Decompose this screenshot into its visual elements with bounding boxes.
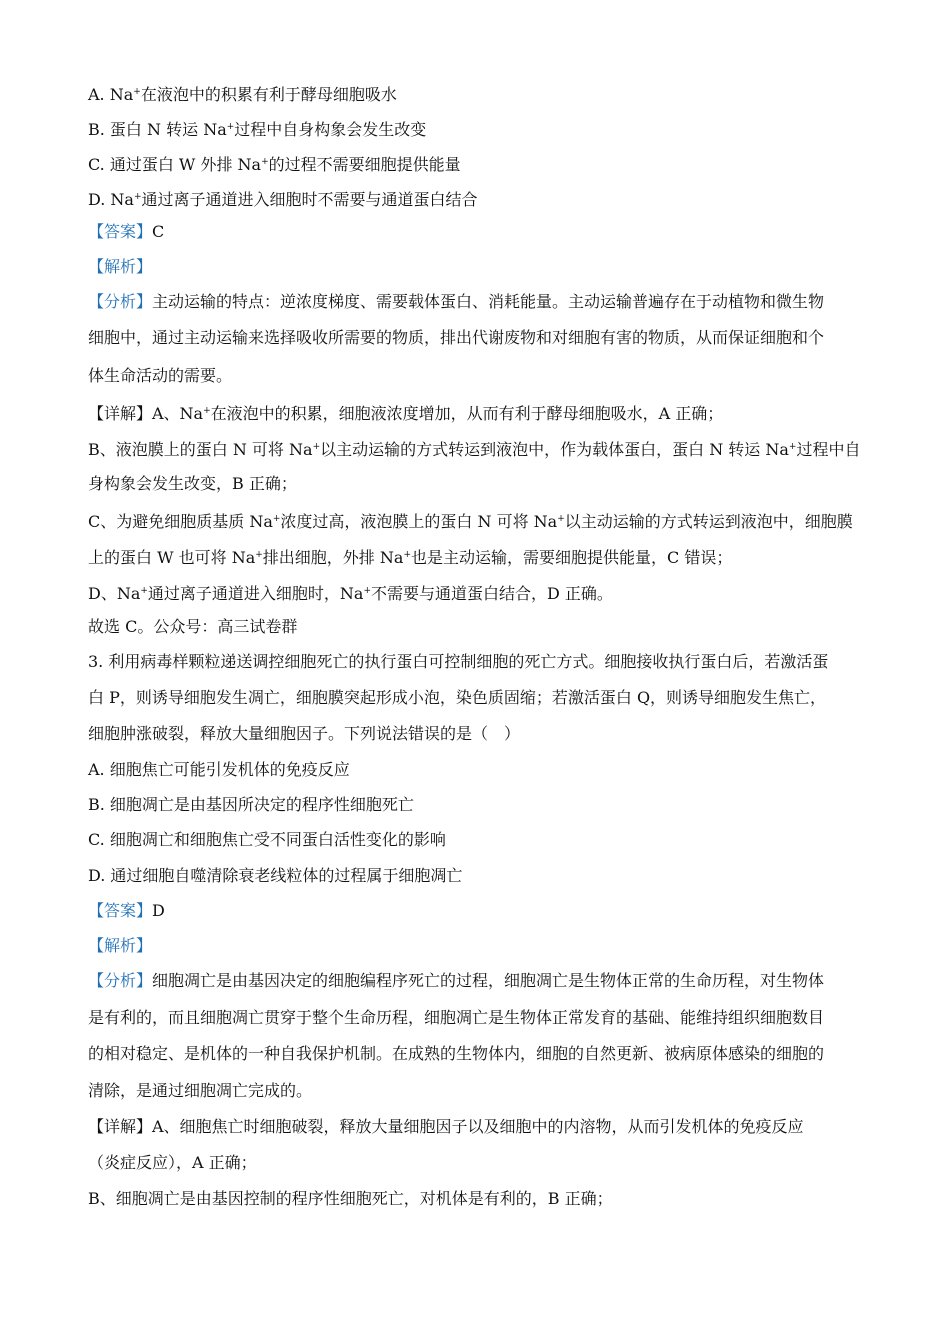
line-text: 通过离子通道进入细胞时不需要与通道蛋白结合	[141, 190, 478, 209]
line-text: 以主动运输的方式转运到液泡中，细胞膜	[564, 512, 853, 531]
text-line	[88, 652, 870, 672]
superscript-charge: +	[272, 514, 281, 524]
text-line	[88, 1081, 870, 1101]
superscript-charge: +	[557, 514, 565, 524]
text-line	[88, 509, 870, 532]
line-text: 白 P，则诱导细胞发生凋亡，细胞膜突起形成小泡，染色质固缩；若激活蛋白 Q，则诱导细胞发生焦亡，	[88, 688, 827, 707]
line-text: B、液泡膜上的蛋白 N 可将 Na	[88, 440, 313, 459]
line-text: 过程中自	[796, 440, 861, 459]
line-text: 细胞凋亡是由基因决定的细胞编程序死亡的过程，细胞凋亡是生物体正常的生命历程，对生物体	[152, 971, 825, 990]
line-text: D. 通过细胞自噬清除衰老线粒体的过程属于细胞凋亡	[88, 866, 463, 885]
line-text: 【详解】A、细胞焦亡时细胞破裂，释放大量细胞因子以及细胞中的内溶物，从而引发机体的免疫反应	[88, 1117, 804, 1136]
superscript-charge: +	[226, 122, 235, 132]
section-tag: 【答案】	[88, 222, 153, 241]
text-line	[88, 152, 870, 175]
line-text: 故选 C。公众号：高三试卷群	[88, 617, 298, 636]
line-text: B、细胞凋亡是由基因控制的程序性细胞死亡，对机体是有利的，B 正确；	[88, 1189, 613, 1208]
text-line	[88, 474, 870, 494]
line-text: 浓度过高，液泡膜上的蛋白 N 可将 Na	[280, 512, 558, 531]
line-text: 主动运输的特点：逆浓度梯度、需要载体蛋白、消耗能量。主动运输普遍存在于动植物和微生物	[152, 292, 825, 311]
section-tag: 【分析】	[88, 971, 153, 990]
line-text: D、Na	[88, 584, 141, 603]
text-line	[88, 187, 870, 210]
line-text: C. 细胞凋亡和细胞焦亡受不同蛋白活性变化的影响	[88, 830, 446, 849]
superscript-charge: +	[133, 87, 141, 97]
text-line	[88, 971, 870, 991]
text-line	[88, 901, 870, 921]
text-line	[88, 1044, 870, 1064]
line-text: 身构象会发生改变，B 正确；	[88, 474, 297, 493]
line-text: 的相对稳定、是机体的一种自我保护机制。在成熟的生物体内，细胞的自然更新、被病原体感染的细胞的	[88, 1044, 825, 1063]
section-tag: 【解析】	[88, 257, 153, 276]
superscript-charge: +	[363, 586, 372, 596]
line-text: C. 通过蛋白 W 外排 Na	[88, 155, 262, 174]
line-text: 细胞肿涨破裂，释放大量细胞因子。下列说法错误的是（ ）	[88, 724, 521, 743]
section-tag: 【分析】	[88, 292, 153, 311]
line-text: 的过程不需要细胞提供能量	[268, 155, 461, 174]
superscript-charge: +	[255, 550, 263, 560]
line-text: 在液泡中的积累，细胞液浓度增加，从而有利于酵母细胞吸水，A 正确；	[210, 404, 724, 423]
line-text: B. 蛋白 N 转运 Na	[88, 120, 227, 139]
text-line	[88, 1153, 870, 1173]
line-text: 上的蛋白 W 也可将 Na	[88, 548, 256, 567]
superscript-charge: +	[140, 586, 148, 596]
text-line	[88, 795, 870, 815]
text-line	[88, 581, 870, 604]
line-text: 细胞中，通过主动运输来选择吸收所需要的物质，排出代谢废物和对细胞有害的物质，从而保证细胞和个	[88, 328, 825, 347]
line-text: 不需要与通道蛋白结合，D 正确。	[371, 584, 613, 603]
text-line	[88, 257, 870, 277]
superscript-charge: +	[788, 442, 797, 452]
line-text: C	[152, 222, 165, 241]
text-line	[88, 366, 870, 386]
text-line	[88, 688, 870, 708]
line-text: B. 细胞凋亡是由基因所决定的程序性细胞死亡	[88, 795, 414, 814]
text-line	[88, 401, 870, 424]
text-line	[88, 222, 870, 242]
superscript-charge: +	[403, 550, 411, 560]
line-text: D	[152, 901, 165, 920]
text-line	[88, 545, 870, 568]
line-text: 【详解】A、Na	[88, 404, 204, 423]
text-line	[88, 1117, 870, 1137]
line-text: 也是主动运输，需要细胞提供能量，C 错误；	[410, 548, 733, 567]
text-line	[88, 830, 870, 850]
text-line	[88, 82, 870, 105]
text-line	[88, 724, 870, 744]
section-tag: 【答案】	[88, 901, 153, 920]
text-line	[88, 1008, 870, 1028]
line-text: 3. 利用病毒样颗粒递送调控细胞死亡的执行蛋白可控制细胞的死亡方式。细胞接收执行蛋白后，若激活蛋	[88, 652, 829, 671]
section-tag: 【解析】	[88, 936, 153, 955]
text-line	[88, 760, 870, 780]
text-line	[88, 936, 870, 956]
text-line	[88, 292, 870, 312]
line-text: A. 细胞焦亡可能引发机体的免疫反应	[88, 760, 350, 779]
line-text: 以主动运输的方式转运到液泡中，作为载体蛋白，蛋白 N 转运 Na	[320, 440, 789, 459]
text-line	[88, 328, 870, 348]
text-line	[88, 437, 870, 460]
line-text: C、为避免细胞质基质 Na	[88, 512, 273, 531]
text-line	[88, 617, 870, 637]
line-text: （炎症反应），A 正确；	[88, 1153, 257, 1172]
superscript-charge: +	[312, 442, 321, 452]
superscript-charge: +	[203, 406, 211, 416]
line-text: 是有利的，而且细胞凋亡贯穿于整个生命历程，细胞凋亡是生物体正常发育的基础、能维持组织细胞数目	[88, 1008, 825, 1027]
text-line	[88, 1189, 870, 1209]
line-text: 排出细胞，外排 Na	[262, 548, 404, 567]
text-line	[88, 117, 870, 140]
line-text: 体生命活动的需要。	[88, 366, 233, 385]
superscript-charge: +	[133, 192, 142, 202]
line-text: 过程中自身构象会发生改变	[234, 120, 427, 139]
line-text: D. Na	[88, 190, 134, 209]
superscript-charge: +	[261, 157, 269, 167]
line-text: A. Na	[88, 85, 134, 104]
line-text: 清除，是通过细胞凋亡完成的。	[88, 1081, 313, 1100]
text-line	[88, 866, 870, 886]
line-text: 通过离子通道进入细胞时，Na	[147, 584, 364, 603]
line-text: 在液泡中的积累有利于酵母细胞吸水	[140, 85, 397, 104]
